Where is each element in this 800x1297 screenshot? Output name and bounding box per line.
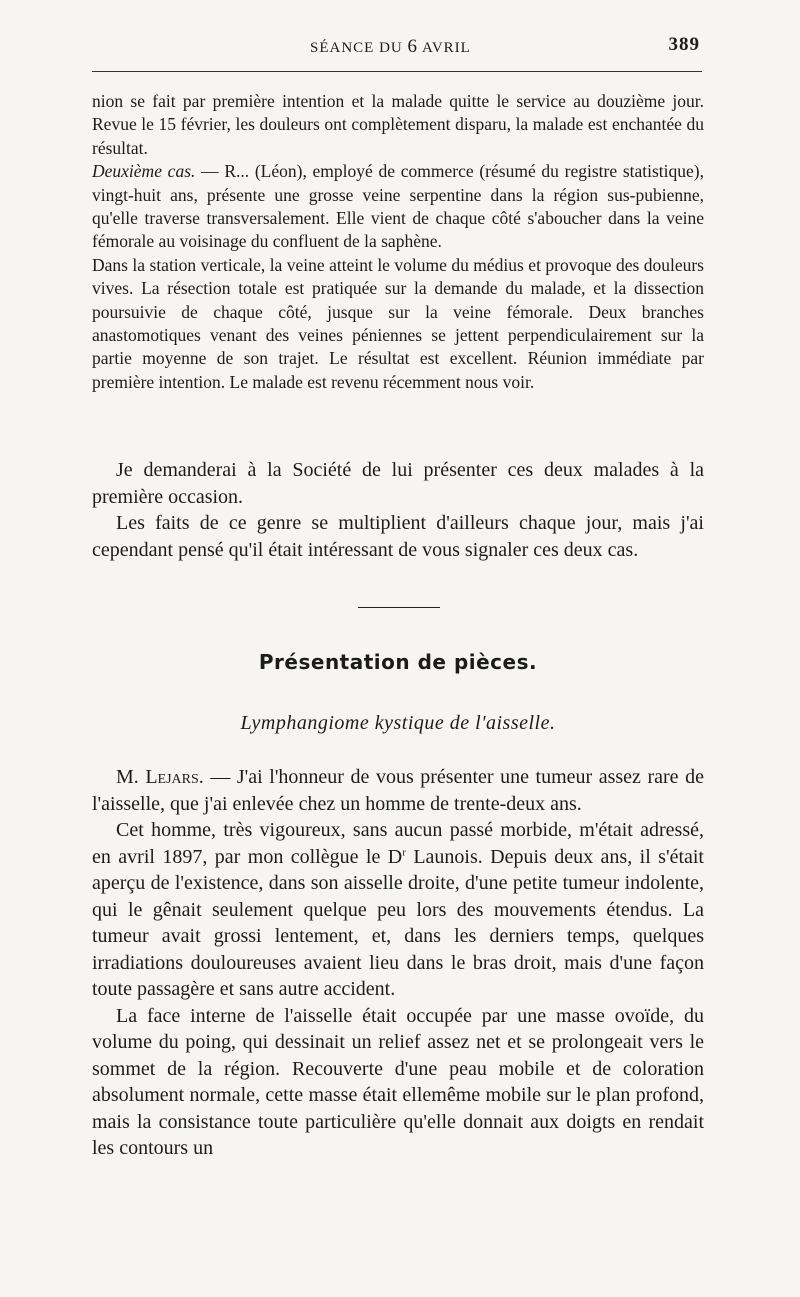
paragraph-text: — R... (Léon), employé de commerce (résumé du registre statistique), vingt-huit ans, présente une grosse veine serpentine dans la région sus-pubienne, qu'elle traverse transversalement. Elle vient de chaque côté s'aboucher dans la veine fémorale au voisinage du confluent de la saphène. [92, 161, 705, 252]
header-title-post: AVRIL [418, 40, 471, 56]
paragraph [92, 160, 704, 254]
paragraph [92, 817, 704, 1003]
case-label: Deuxième cas. [92, 161, 196, 182]
paragraph [92, 764, 704, 817]
superscript: r [402, 845, 406, 858]
section-separator [358, 607, 440, 608]
speaker-name: Lejars [145, 766, 199, 788]
paragraph: La face interne de l'aisselle était occupée par une masse ovoïde, du volume du poing, qui dessinait un relief assez net et se prolongeait vers le sommet de la région. Recouverte d'une peau mobile et de coloration absolument normale, cette masse était ellemême mobile sur le plan profond, mais la consistance toute particulière qu'elle donnait aux doigts en rendait les contours un [92, 1004, 704, 1159]
paragraph: Je demanderai à la Société de lui présenter ces deux malades à la première occasion. [92, 459, 704, 508]
paragraph: Les faits de ce genre se multiplient d'ailleurs chaque jour, mais j'ai cependant pensé qu'il était intéressant de vous signaler ces deux cas. [92, 512, 704, 561]
header-title-pre: SÉANCE DU [310, 40, 408, 56]
paragraph: nion se fait par première intention et la malade quitte le service au douzième jour. Revue le 15 février, les douleurs ont complètement disparu, la malade est enchantée du résultat. [92, 91, 704, 158]
header-rule [92, 71, 702, 72]
section-subtitle: Lymphangiome kystique de l'aisselle. [240, 712, 556, 734]
header-title-num: 6 [407, 36, 419, 57]
paragraph: Dans la station verticale, la veine atteint le volume du médius et provoque des douleurs vives. La résection totale est pratiquée sur la demande du malade, et la dissection poursuivie de chaque côté, jusque sur la veine fémorale. Deux branches anastomotiques venant des veines péniennes se jettent perpendiculairement sur la partie moyenne de son trajet. Le résultat est excellent. Réunion immédiate par première intention. Le malade est revenu récemment nous voir. [92, 254, 704, 392]
page-number: 389 [668, 34, 700, 55]
closing-remarks [92, 457, 704, 563]
running-header [92, 34, 702, 58]
paragraph-text: . — J'ai l'honneur de vous présenter une tumeur assez rare de l'aisselle, que j'ai enlevée chez un homme de trente-deux ans. [92, 766, 704, 815]
header-title [310, 36, 471, 58]
speaker-prefix: M. [116, 766, 146, 788]
case-report-text [92, 90, 704, 394]
paragraph-text: Cet homme, très vigoureux, sans aucun passé morbide, m'était adressé, en avril 1897, par mon collègue le D [92, 819, 704, 868]
paragraph-text: Launois. Depuis deux ans, il s'était aperçu de l'existence, dans son aisselle droite, d'une petite tumeur indolente, qui le gênait seulement quelque peu lors des mouvements étendus. La tumeur avait grossi lentement, et, dans les derniers temps, quelques irradiations douloureuses avaient lieu dans le bras droit, mais d'une façon toute passagère et sans autre accident. [92, 845, 704, 1000]
section-title: Présentation de pièces. [258, 650, 538, 674]
lejars-presentation [92, 764, 704, 1162]
